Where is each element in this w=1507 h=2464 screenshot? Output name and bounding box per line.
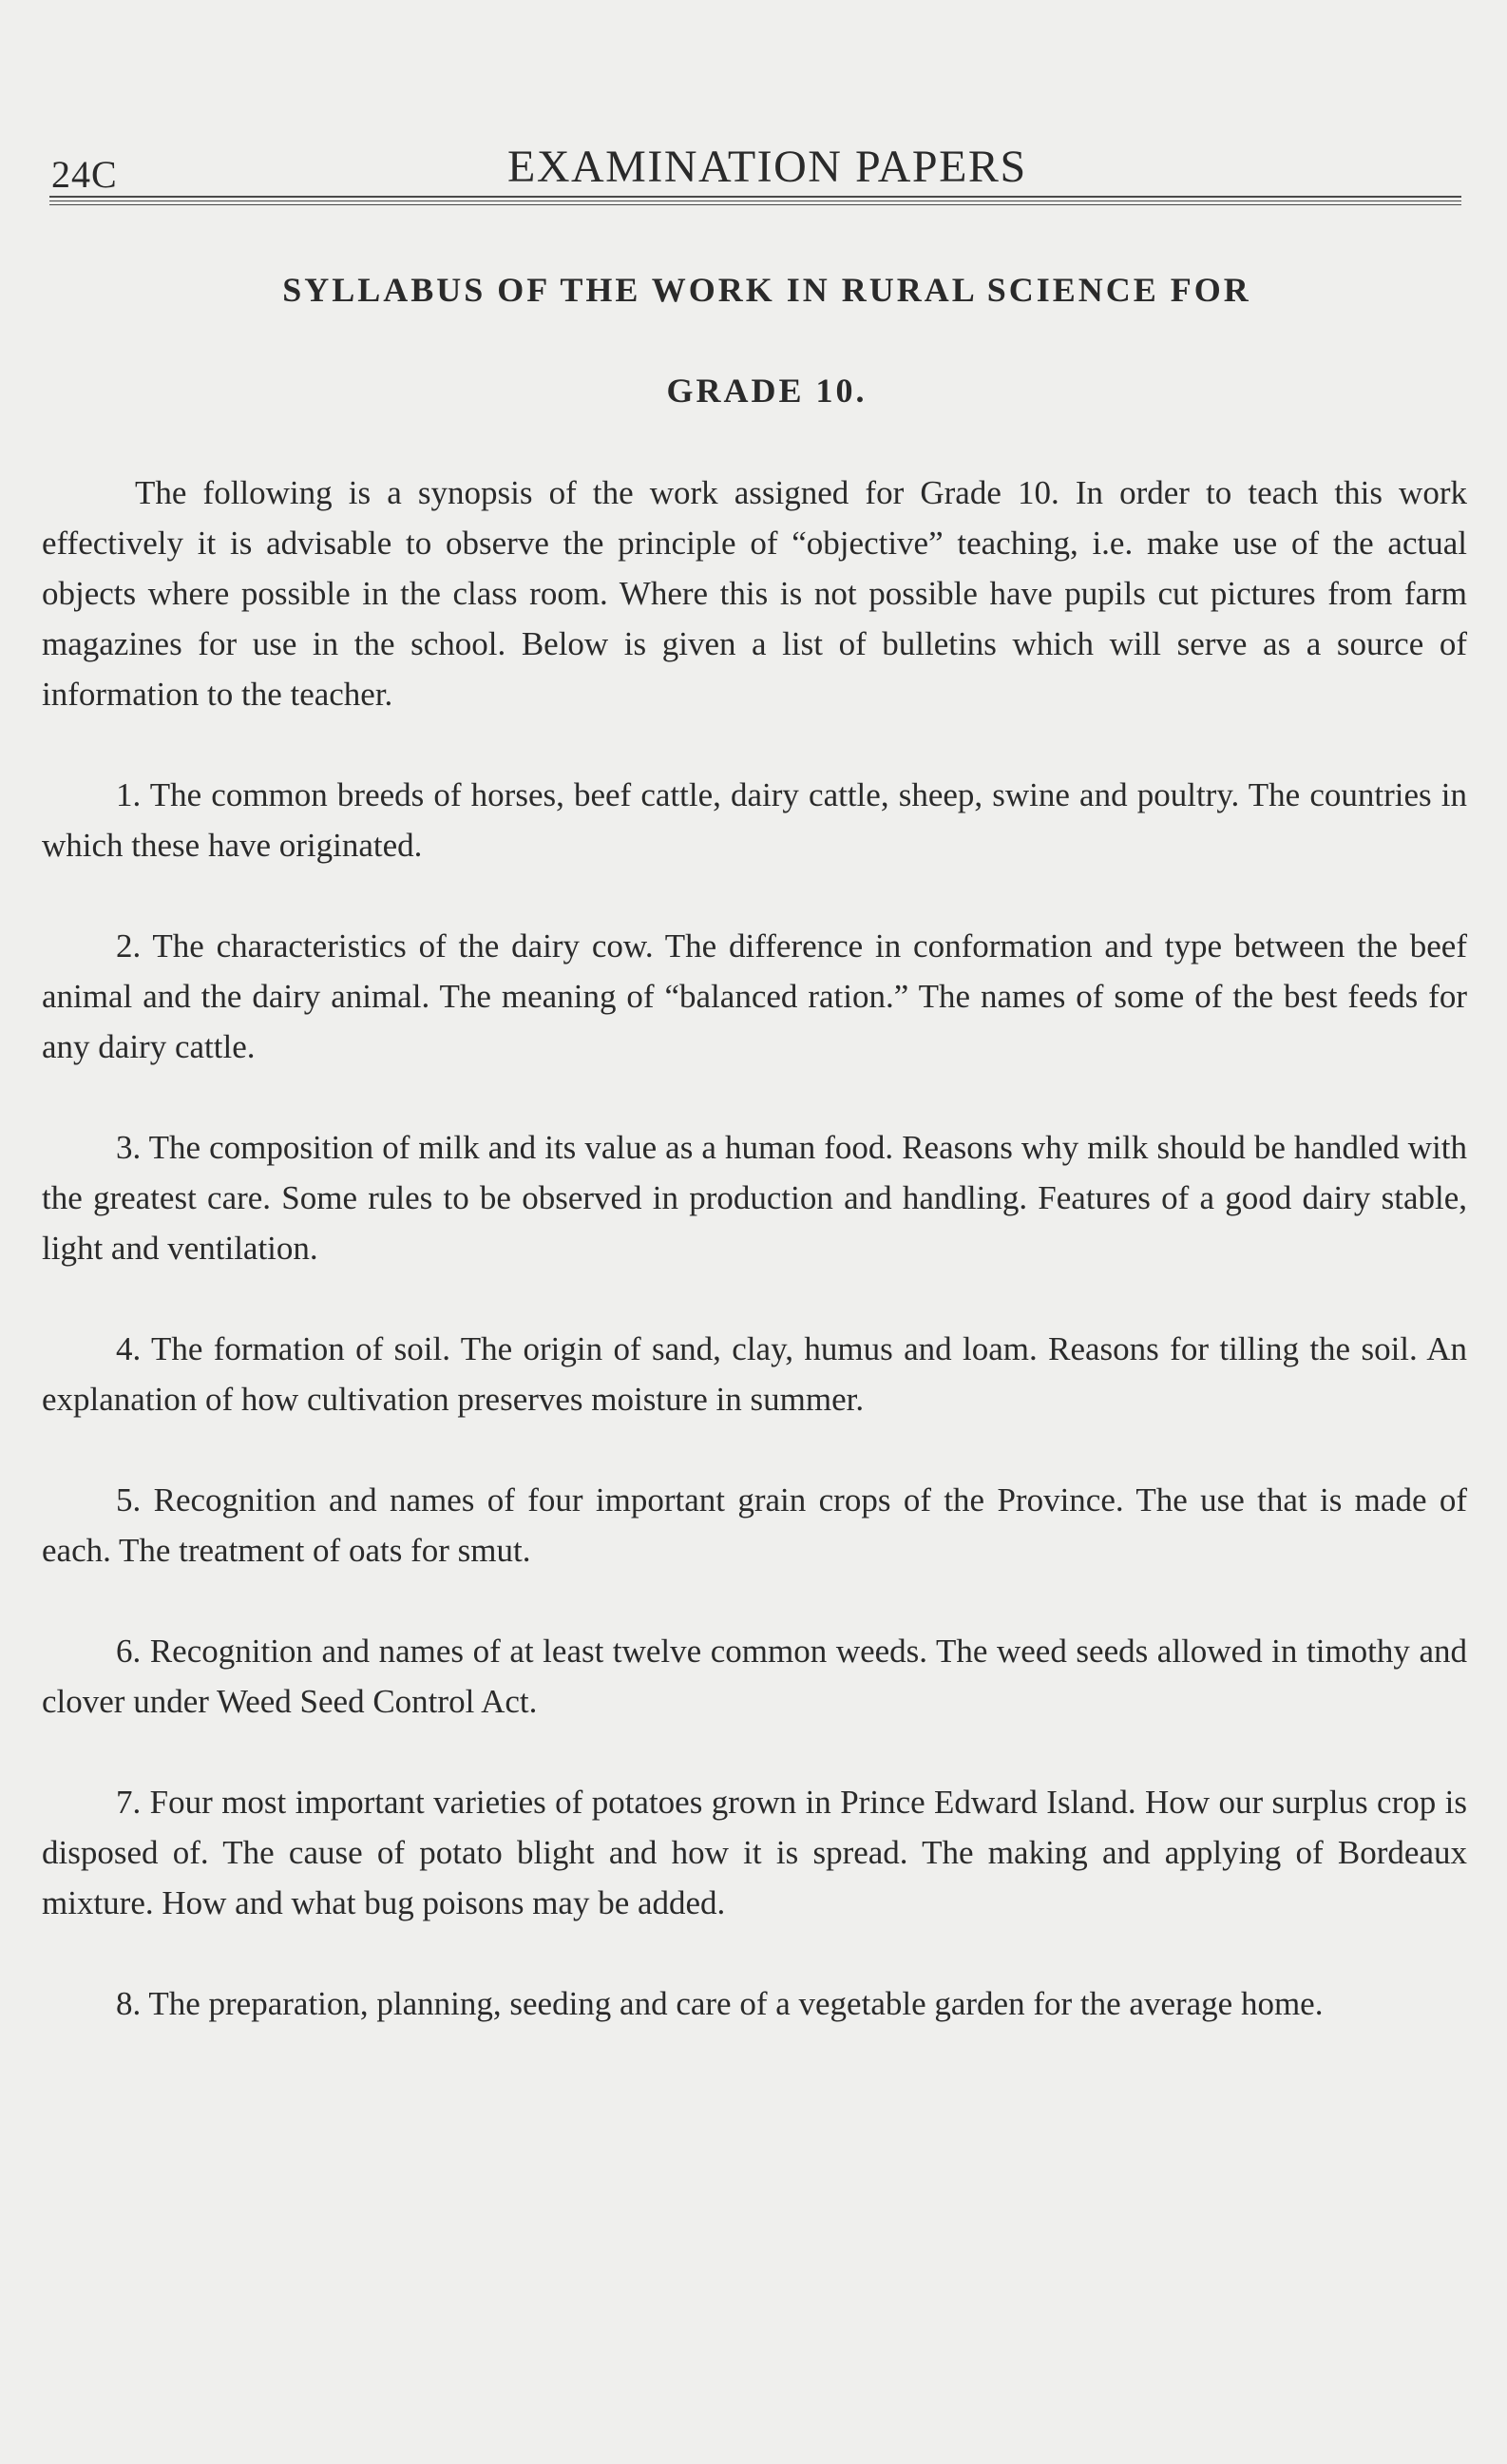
syllabus-item-1: 1. The common breeds of horses, beef cattle, dairy cattle, sheep, swine and poultry. The countries in which these have originated.	[42, 776, 1467, 864]
syllabus-item-4: 4. The formation of soil. The origin of sand, clay, humus and loam. Reasons for tilling the soil. An explanation of how cultivation preserves moisture in summer.	[42, 1330, 1467, 1418]
page-number: 24C	[51, 153, 118, 196]
syllabus-heading: SYLLABUS OF THE WORK IN RURAL SCIENCE FOR	[282, 271, 1251, 309]
running-head	[42, 133, 1473, 196]
grade-heading: GRADE 10.	[666, 372, 868, 410]
header-rule	[49, 204, 1461, 205]
syllabus-item-7: 7. Four most important varieties of potatoes grown in Prince Edward Island. How our surplus crop is disposed of. The cause of potato blight and how it is spread. The making and applying of Bordeaux mixture. How and what bug poisons may be added.	[42, 1784, 1467, 1921]
running-title: EXAMINATION PAPERS	[507, 142, 1027, 192]
intro-paragraph: The following is a synopsis of the work assigned for Grade 10. In order to teach this work effectively it is advisable to observe the principle of “objective” teaching, i.e. make use of the actual objects where possible in the class room. Where this is not possible have pupils cut pictures from farm magazines for use in the school. Below is given a list of bulletins which will serve as a source of information to the teacher.	[42, 474, 1467, 713]
syllabus-item-3: 3. The composition of milk and its value as a human food. Reasons why milk should be handled with the greatest care. Some rules to be observed in production and handling. Features of a good dairy stable, light and ventilation.	[42, 1129, 1467, 1267]
syllabus-item-8: 8. The preparation, planning, seeding and care of a vegetable garden for the average home.	[116, 1985, 1324, 2022]
syllabus-item-6: 6. Recognition and names of at least twelve common weeds. The weed seeds allowed in timothy and clover under Weed Seed Control Act.	[42, 1633, 1467, 1720]
syllabus-item-5: 5. Recognition and names of four important grain crops of the Province. The use that is made of each. The treatment of oats for smut.	[42, 1481, 1467, 1569]
syllabus-item-2: 2. The characteristics of the dairy cow. The difference in conformation and type between the beef animal and the dairy animal. The meaning of “balanced ration.” The names of some of the best feeds for any dairy cattle.	[42, 927, 1467, 1065]
header-rule	[49, 196, 1461, 198]
